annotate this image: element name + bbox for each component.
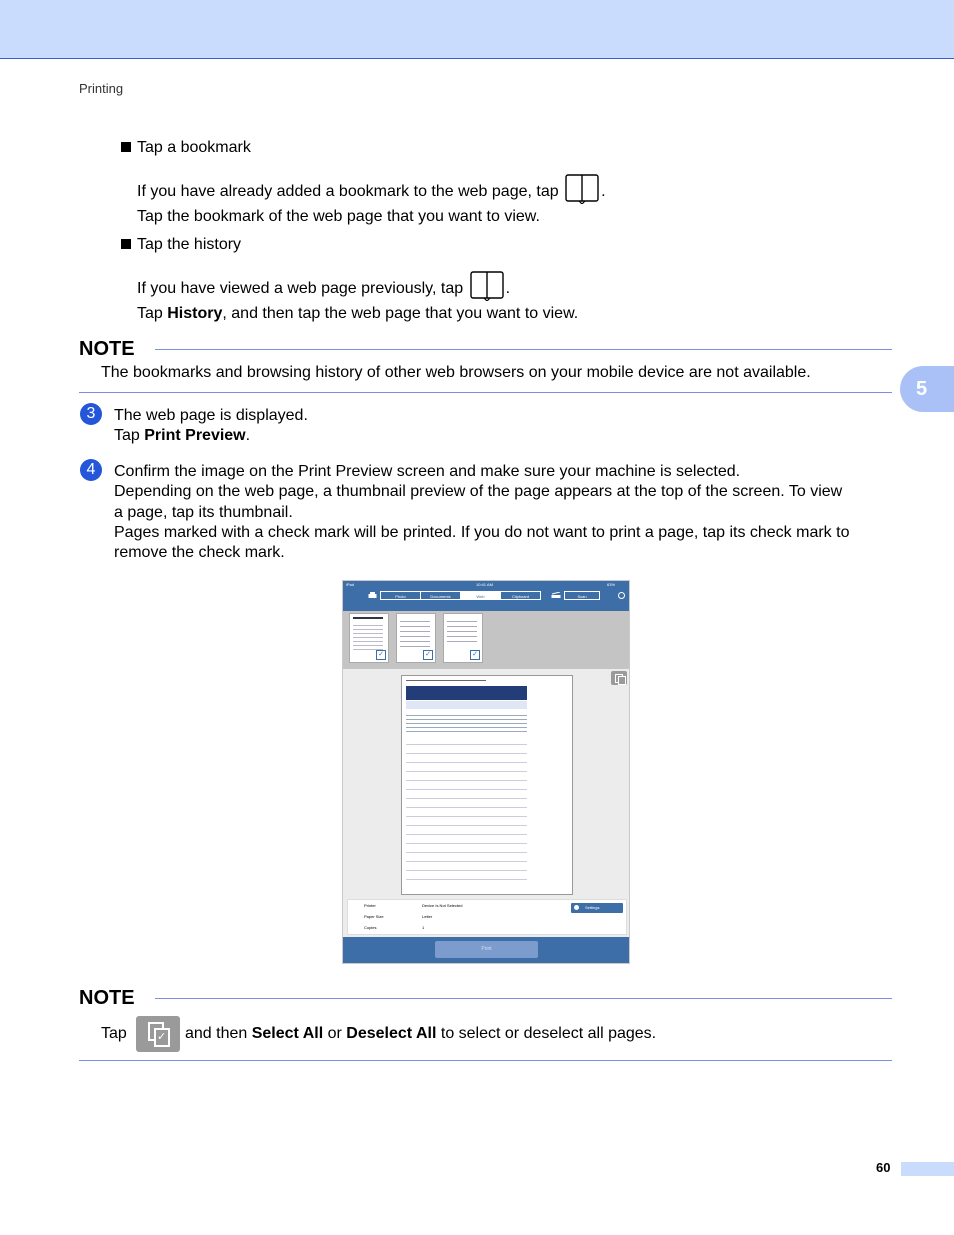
web-page-preview — [401, 675, 573, 895]
bookmark-line2: Tap the bookmark of the web page that you want to view. — [137, 208, 540, 225]
setting-value-printer[interactable]: Device Is Not Selected — [422, 903, 463, 908]
step-number-4: 4 — [80, 459, 102, 481]
history-line2: Tap History, and then tap the web page that you want to view. — [137, 305, 579, 322]
bullet-bookmark: Tap a bookmark — [121, 138, 251, 158]
step-number-3: 3 — [80, 403, 102, 425]
setting-label-printer: Printer — [364, 903, 376, 908]
note2-text: and then Select All or Deselect All to select or deselect all pages. — [185, 1025, 657, 1042]
setting-label-copies: Copies — [364, 925, 377, 930]
bullet-square-icon — [121, 239, 131, 249]
ios-status-bar — [343, 581, 629, 589]
note-rule-top — [155, 349, 892, 350]
gear-icon — [574, 905, 579, 910]
note2-tap: Tap — [101, 1025, 127, 1042]
settings-button[interactable]: Settings — [571, 903, 623, 913]
tab-photo[interactable]: Photo — [380, 591, 421, 600]
step4-line5: remove the check mark. — [114, 544, 285, 561]
printer-icon — [368, 592, 377, 599]
chapter-tab: 5 — [900, 366, 954, 412]
step3-line1: The web page is displayed. — [114, 407, 308, 424]
status-battery: 63% — [607, 582, 616, 587]
section-label: Printing — [79, 81, 124, 96]
tab-clipboard[interactable]: Clipboard — [500, 591, 541, 600]
check-mark-icon[interactable]: ✓ — [423, 650, 433, 660]
tab-documents[interactable]: Documents — [420, 591, 461, 600]
select-pages-icon[interactable] — [611, 671, 627, 685]
step4-line4: Pages marked with a check mark will be printed. If you do not want to print a page, tap its check mark to — [114, 524, 850, 541]
step4-line2: Depending on the web page, a thumbnail preview of the page appears at the top of the screen. To view — [114, 483, 843, 500]
thumbnail-page-1[interactable] — [349, 613, 389, 663]
note2-rule-top — [155, 998, 892, 999]
thumbnail-page-3[interactable] — [443, 613, 483, 663]
header-band — [0, 0, 954, 59]
history-book-icon — [470, 271, 504, 301]
status-time: 10:41 AM — [476, 582, 493, 587]
bullet-square-icon — [121, 142, 131, 152]
bullet-history: Tap the history — [121, 235, 241, 255]
tab-web[interactable]: Web — [460, 591, 501, 600]
bookmark-line1: If you have already added a bookmark to the web page, tap . — [137, 174, 606, 204]
check-mark-icon[interactable]: ✓ — [376, 650, 386, 660]
setting-value-paper-size[interactable]: Letter — [422, 914, 433, 919]
setting-value-copies[interactable]: 1 — [422, 925, 425, 930]
thumbnail-page-2[interactable] — [396, 613, 436, 663]
history-line1: If you have viewed a web page previously, tap . — [137, 271, 510, 301]
scan-button[interactable]: Scan — [564, 591, 600, 600]
preview-site-header — [406, 686, 527, 700]
note-rule-bottom — [79, 392, 892, 393]
scanner-icon — [551, 592, 561, 599]
note-title: NOTE — [79, 338, 135, 360]
setting-label-paper-size: Paper Size — [364, 914, 384, 919]
note2-rule-bottom — [79, 1060, 892, 1061]
select-pages-icon: ✓ — [136, 1016, 180, 1052]
step4-line3: a page, tap its thumbnail. — [114, 504, 293, 521]
print-preview-screenshot — [342, 580, 630, 964]
bookmark-book-icon — [565, 174, 599, 204]
note2-title: NOTE — [79, 987, 135, 1009]
note-text: The bookmarks and browsing history of other web browsers on your mobile device are not available. — [101, 364, 811, 381]
check-mark-icon[interactable]: ✓ — [470, 650, 480, 660]
print-button[interactable]: Print — [435, 941, 538, 958]
info-icon[interactable] — [618, 592, 625, 599]
step3-line2: Tap Print Preview. — [114, 427, 251, 444]
page-bar — [901, 1162, 954, 1176]
status-device: iPad — [346, 582, 355, 587]
step4-line1: Confirm the image on the Print Preview screen and make sure your machine is selected. — [114, 463, 741, 480]
page-number: 60 — [876, 1160, 891, 1175]
